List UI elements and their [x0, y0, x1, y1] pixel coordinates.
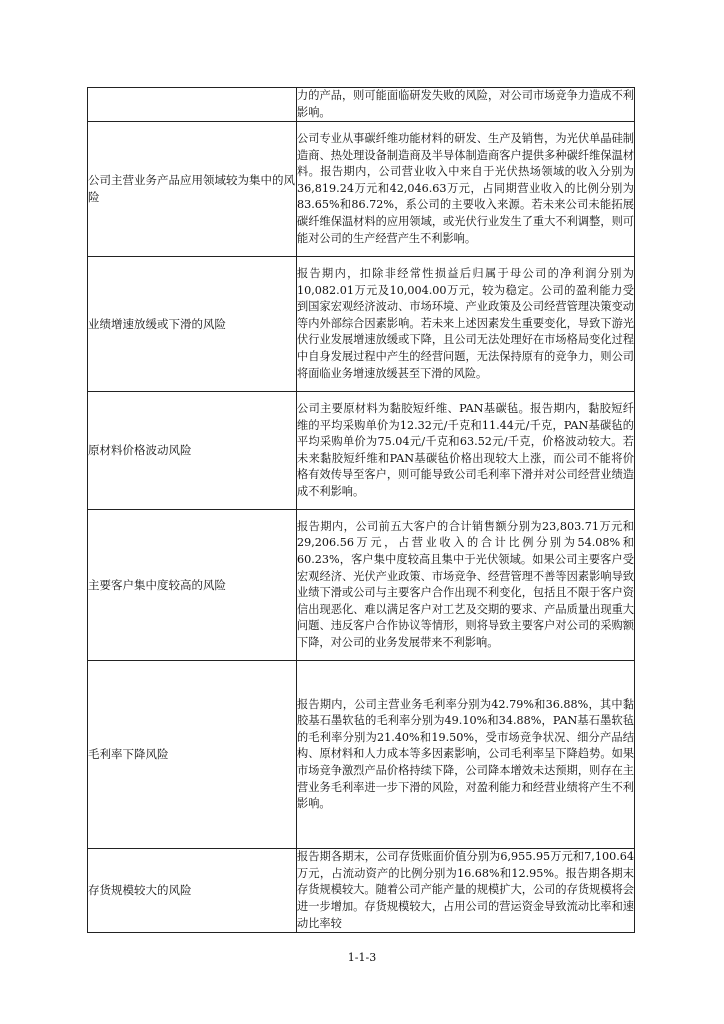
risk-name: 毛利率下降风险 [88, 661, 297, 849]
table-row [88, 88, 635, 122]
table-row [88, 122, 635, 257]
risk-table [87, 87, 635, 933]
page-number: 1-1-3 [347, 951, 377, 964]
risk-description: 报告期各期末，公司存货账面价值分别为6,955.95万元和7,100.64万元，占流动资产的比例分别为16.68%和12.95%。报告期各期末存货规模较大。随着公司产能产量的规模扩大，公司的存货规模将会进一步增加。存货规模较大，占用公司的营运资金导致流动比率和速动比率较 [297, 849, 635, 933]
risk-description: 报告期内，扣除非经常性损益后归属于母公司的净利润分别为10,082.01万元及10,004.00万元，较为稳定。公司的盈利能力受到国家宏观经济波动、市场环境、产业政策及公司经营管理决策变动等内外部综合因素影响。若未来上述因素发生重要变化，导致下游光伏行业发展增速放缓或下降，且公司无法处理好在市场格局变化过程中自身发展过程中产生的经营问题，无法保持原有的竞争力，则公司将面临业务增速放缓甚至下滑的风险。 [297, 257, 635, 392]
risk-name [88, 88, 297, 122]
table-row [88, 849, 635, 933]
risk-description: 报告期内，公司主营业务毛利率分别为42.79%和36.88%，其中黏胶基石墨软毡的毛利率分别为49.10%和34.88%，PAN基石墨软毡的毛利率分别为21.40%和19.50%，受市场竞争状况、细分产品结构、原材料和人力成本等多因素影响，公司毛利率呈下降趋势。如果市场竞争激烈产品价格持续下降，公司降本增效未达预期，则存在主营业务毛利率进一步下滑的风险，对盈利能力和经营业绩将产生不利影响。 [297, 661, 635, 849]
table-row [88, 661, 635, 849]
risk-description: 公司主要原材料为黏胶短纤维、PAN基碳毡。报告期内，黏胶短纤维的平均采购单价为12.32元/千克和11.44元/千克，PAN基碳毡的平均采购单价为75.04元/千克和63.52元/千克，价格波动较大。若未来黏胶短纤维和PAN基碳毡价格出现较大上涨，而公司不能将价格有效传导至客户，则可能导致公司毛利率下滑并对公司经营业绩造成不利影响。 [297, 392, 635, 510]
risk-name: 主要客户集中度较高的风险 [88, 510, 297, 661]
risk-name: 业绩增速放缓或下滑的风险 [88, 257, 297, 392]
risk-description: 公司专业从事碳纤维功能材料的研发、生产及销售，为光伏单晶硅制造商、热处理设备制造商及半导体制造商客户提供多种碳纤维保温材料。报告期内，公司营业收入中来自于光伏热场领域的收入分别为36,819.24万元和42,046.63万元，占同期营业收入的比例分别为83.65%和86.72%，系公司的主要收入来源。若未来公司未能拓展碳纤维保温材料的应用领域，或光伏行业发生了重大不利调整，则可能对公司的生产经营产生不利影响。 [297, 122, 635, 257]
table-row [88, 510, 635, 661]
risk-name: 存货规模较大的风险 [88, 849, 297, 933]
table-row [88, 392, 635, 510]
risk-description: 力的产品，则可能面临研发失败的风险，对公司市场竞争力造成不利影响。 [297, 88, 635, 122]
risk-description: 报告期内，公司前五大客户的合计销售额分别为23,803.71万元和29,206.56万元，占营业收入的合计比例分别为54.08%和60.23%，客户集中度较高且集中于光伏领域。如果公司主要客户受宏观经济、光伏产业政策、市场竞争、经营管理不善等因素影响导致业绩下滑或公司与主要客户合作出现不利变化，包括且不限于客户资信出现恶化、难以满足客户对工艺及交期的要求、产品质量出现重大问题、违反客户合作协议等情形，则将导致主要客户对公司的采购额下降，对公司的业务发展带来不利影响。 [297, 510, 635, 661]
risk-name: 原材料价格波动风险 [88, 392, 297, 510]
table-row [88, 257, 635, 392]
risk-name: 公司主营业务产品应用领域较为集中的风险 [88, 122, 297, 257]
